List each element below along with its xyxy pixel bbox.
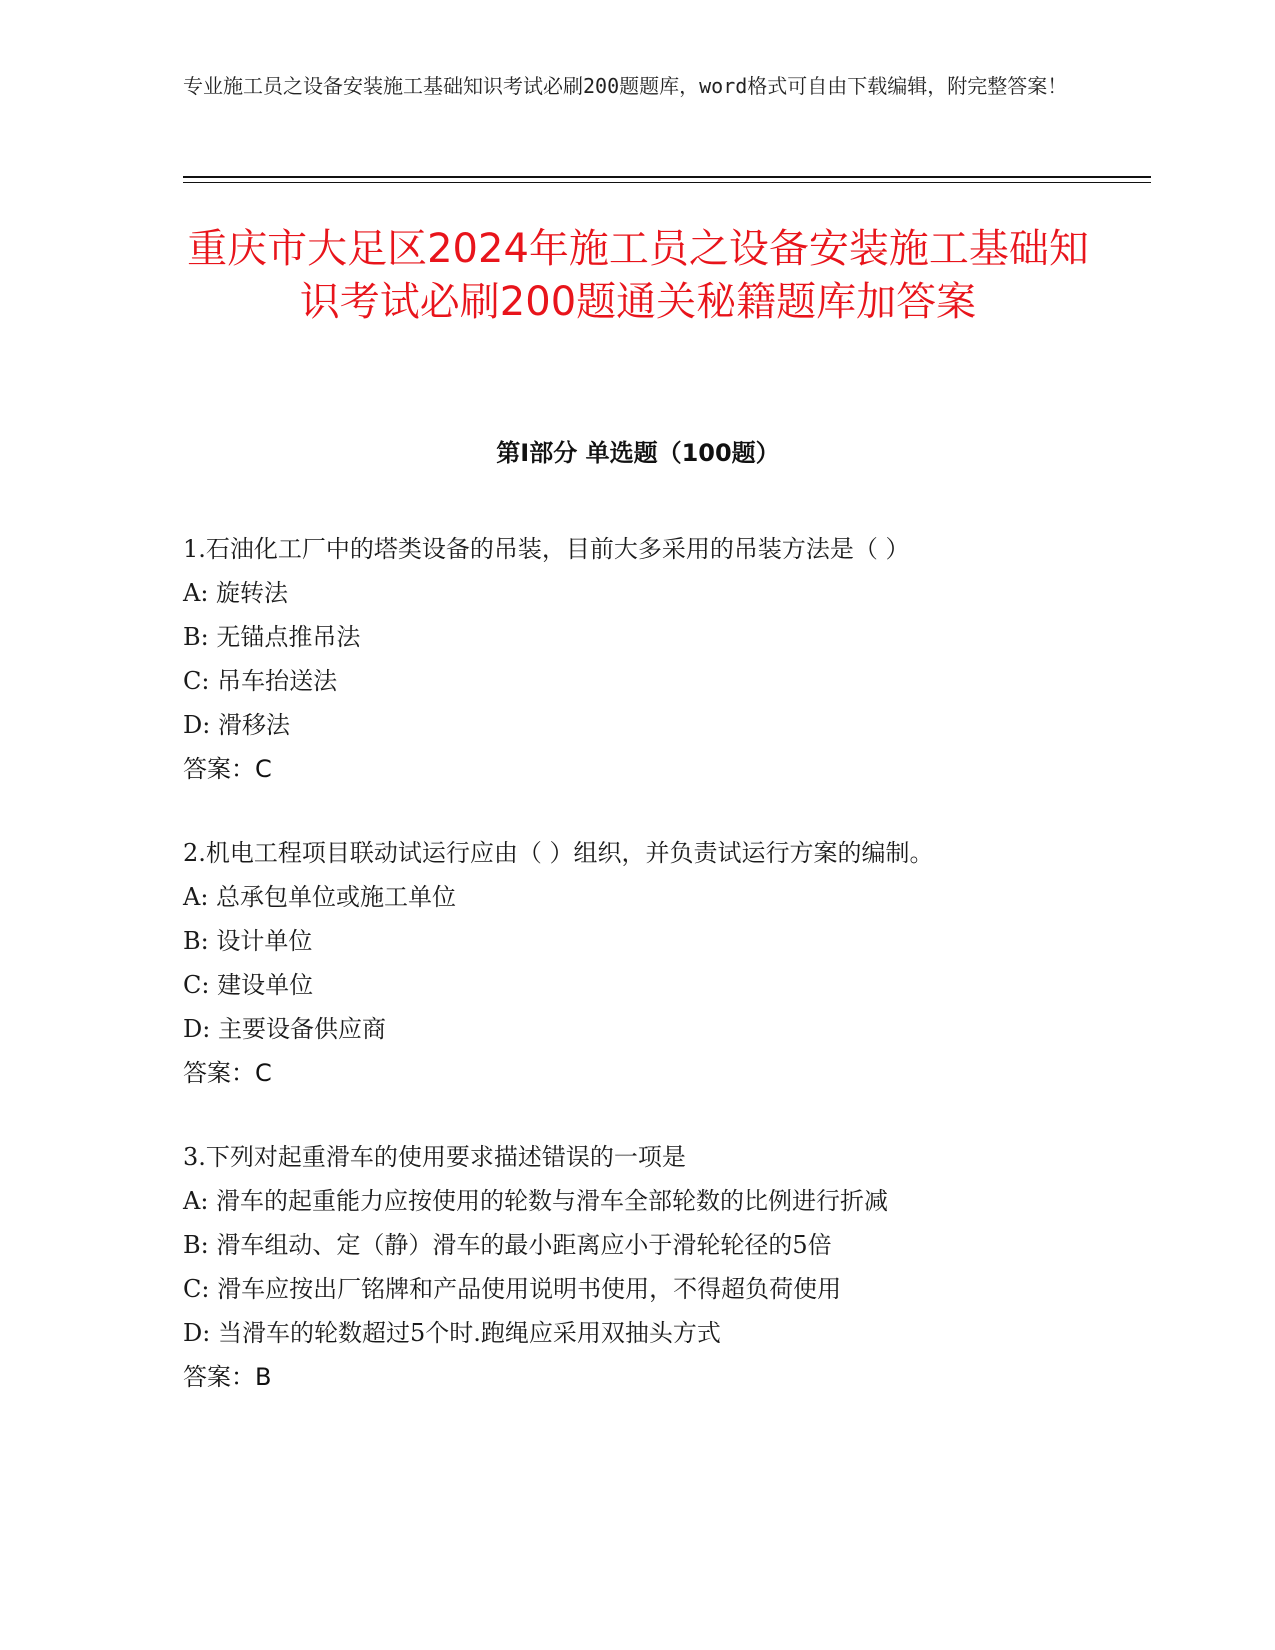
- option-b: B: 设计单位: [183, 927, 313, 955]
- option-c: C: 滑车应按出厂铭牌和产品使用说明书使用，不得超负荷使用: [183, 1275, 842, 1303]
- question-item: [183, 1135, 1083, 1399]
- option-a: A: 旋转法: [183, 579, 289, 607]
- option-c: C: 吊车抬送法: [183, 667, 338, 695]
- option-a: A: 总承包单位或施工单位: [183, 883, 457, 911]
- question-stem: 1.石油化工厂中的塔类设备的吊装，目前大多采用的吊装方法是（ ）: [183, 535, 910, 563]
- answer-line: 答案：C: [183, 1059, 272, 1087]
- answer-line: 答案：B: [183, 1363, 272, 1391]
- section-title: 第Ⅰ部分 单选题（100题）: [496, 439, 780, 467]
- option-d: D: 滑移法: [183, 711, 290, 739]
- header-note: 专业施工员之设备安装施工基础知识考试必刷200题题库，word格式可自由下载编辑，附完整答案！: [183, 74, 1068, 98]
- question-item: [183, 527, 1083, 791]
- question-stem: 3.下列对起重滑车的使用要求描述错误的一项是: [183, 1143, 686, 1171]
- option-b: B: 滑车组动、定（静）滑车的最小距离应小于滑轮轮径的5倍: [183, 1231, 832, 1259]
- answer-line: 答案：C: [183, 755, 272, 783]
- option-a: A: 滑车的起重能力应按使用的轮数与滑车全部轮数的比例进行折减: [183, 1187, 889, 1215]
- option-d: D: 主要设备供应商: [183, 1015, 386, 1043]
- question-list: [183, 527, 1083, 1439]
- question-item: [183, 831, 1083, 1095]
- option-c: C: 建设单位: [183, 971, 314, 999]
- option-b: B: 无锚点推吊法: [183, 623, 361, 651]
- question-stem: 2.机电工程项目联动试运行应由（ ）组织，并负责试运行方案的编制。: [183, 839, 934, 867]
- header-divider-thin: [183, 182, 1151, 183]
- option-d: D: 当滑车的轮数超过5个时.跑绳应采用双抽头方式: [183, 1319, 721, 1347]
- header-divider-thick: [183, 176, 1151, 178]
- document-title: 重庆市大足区2024年施工员之设备安装施工基础知识考试必刷200题通关秘籍题库加答案: [187, 226, 1089, 325]
